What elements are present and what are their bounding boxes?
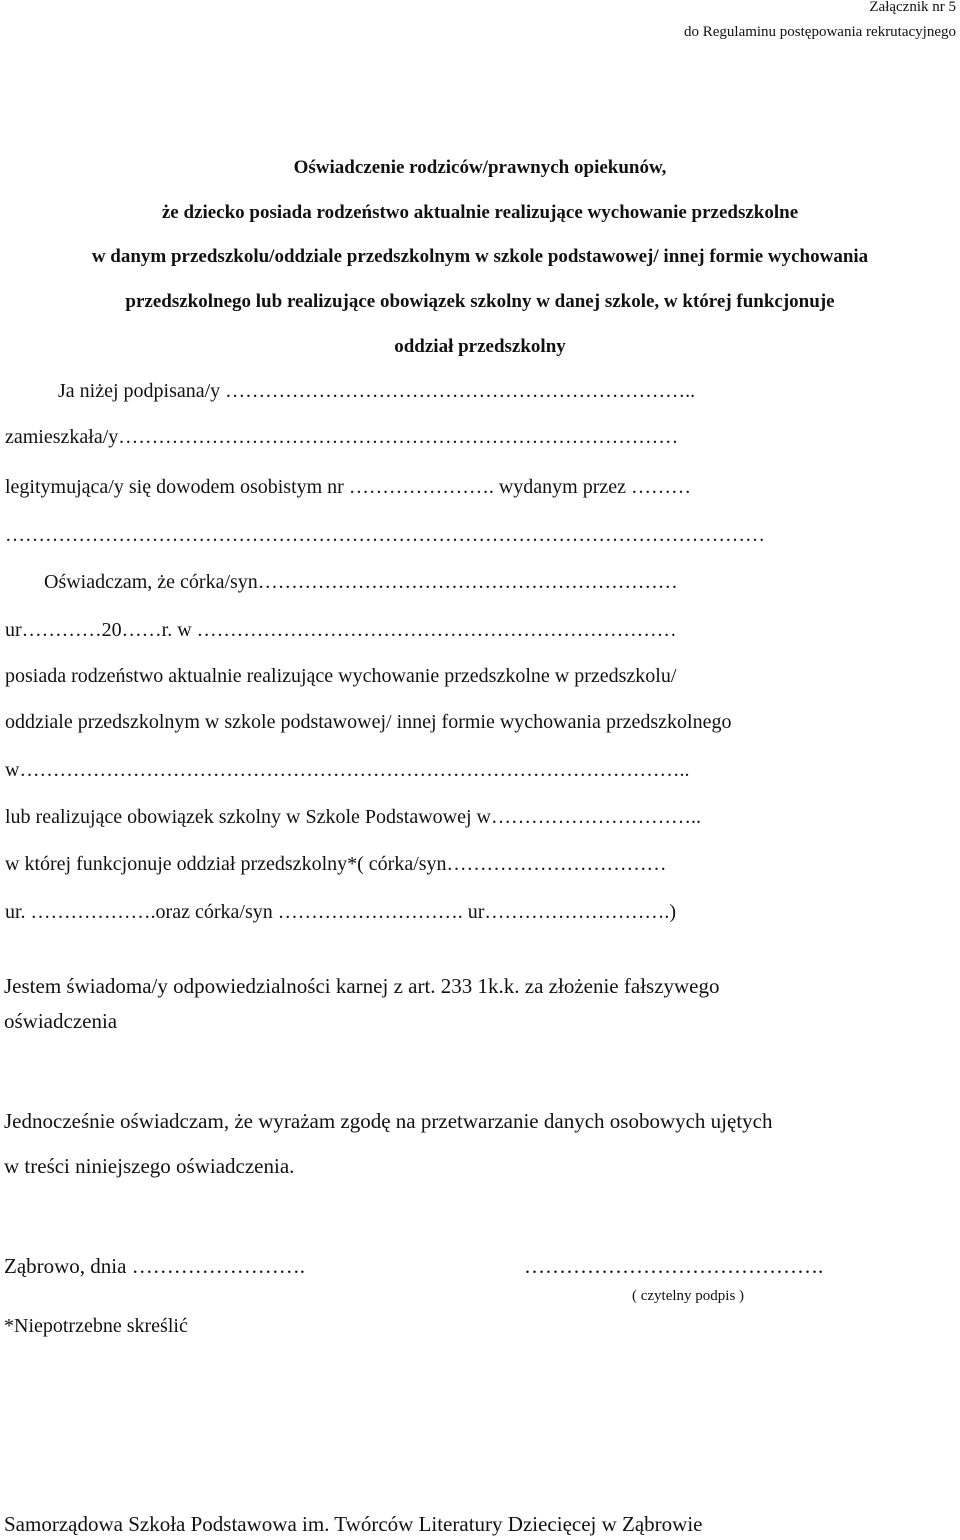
signature-field: ……………………………………. — [524, 1254, 824, 1278]
place-date-field: Ząbrowo, dnia ……………………. — [4, 1254, 305, 1278]
school-footer: Samorządowa Szkoła Podstawowa im. Twórców Literatury Dziecięcej w Ząbrowie — [4, 1512, 703, 1536]
school-field: lub realizujące obowiązek szkolny w Szkole Podstawowej w………………………….. — [5, 806, 701, 828]
id-document-field: legitymująca/y się dowodem osobistym nr …………………. wydanym przez ……… — [5, 476, 692, 498]
birth-date-place-field: ur…………20……r. w ……………………………………………………………… — [5, 619, 677, 641]
signer-name-field: Ja niżej podpisana/y …………………………………………………………….. — [58, 380, 696, 402]
footnote: *Niepotrzebne skreślić — [4, 1315, 188, 1337]
title-line-4: przedszkolnego lub realizujące obowiązek szkolny w danej szkole, w której funkcjonuje — [125, 291, 835, 312]
annex-reference: do Regulaminu postępowania rekrutacyjnego — [683, 24, 956, 40]
issuer-continuation-field: …………………………………………………………………………………………………… — [5, 524, 765, 546]
consent-line-1: Jednocześnie oświadczam, że wyrażam zgodę na przetwarzanie danych osobowych ujętych — [4, 1109, 773, 1133]
institution-field: w……………………………………………………………………………………….. — [5, 759, 690, 781]
sibling-statement: posiada rodzeństwo aktualnie realizujące wychowanie przedszkolne w przedszkolu/ — [5, 665, 677, 687]
child-name-field: Oświadczam, że córka/syn……………………………………………………… — [44, 571, 678, 593]
residence-field: zamieszkała/y………………………………………………………………………… — [5, 426, 679, 448]
sibling-statement-cont: oddziale przedszkolnym w szkole podstawowej/ innej formie wychowania przedszkolnego — [5, 711, 732, 733]
sibling-birth-field: ur. ……………….oraz córka/syn ………………………. ur……………………….) — [5, 901, 677, 923]
title-line-1: Oświadczenie rodziców/prawnych opiekunów, — [293, 157, 667, 178]
annex-number: Załącznik nr 5 — [869, 0, 956, 15]
liability-line-2: oświadczenia — [4, 1009, 118, 1033]
title-line-3: w danym przedszkolu/oddziale przedszkolnym w szkole podstawowej/ innej formie wychowania — [91, 246, 869, 267]
liability-line-1: Jestem świadoma/y odpowiedzialności karnej z art. 233 1k.k. za złożenie fałszywego — [4, 974, 720, 998]
title-line-5: oddział przedszkolny — [394, 336, 566, 357]
consent-line-2: w treści niniejszego oświadczenia. — [4, 1154, 295, 1178]
title-line-2: że dziecko posiada rodzeństwo aktualnie realizujące wychowanie przedszkolne — [161, 202, 799, 223]
signature-caption: ( czytelny podpis ) — [632, 1288, 745, 1304]
sibling-name-field: w której funkcjonuje oddział przedszkolny*( córka/syn…………………………… — [5, 853, 667, 875]
